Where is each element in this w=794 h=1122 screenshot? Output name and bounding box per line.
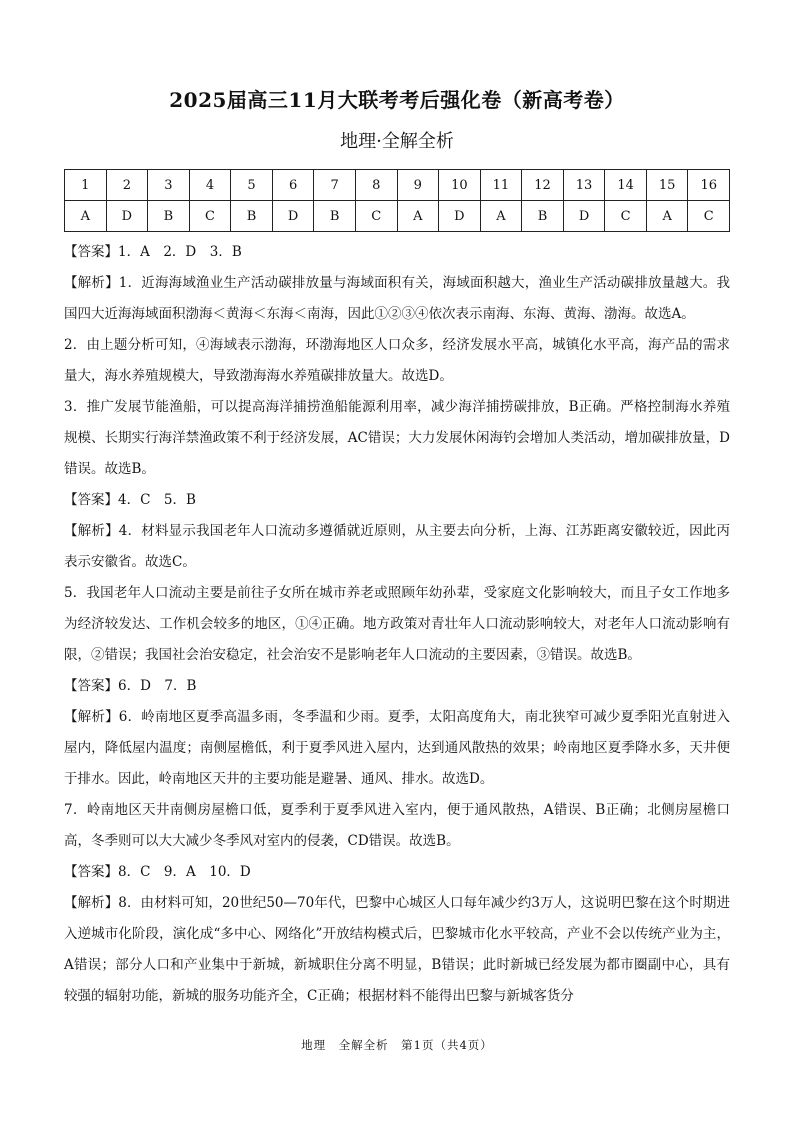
answer-cell: A <box>480 201 522 232</box>
explanation-paragraph: 【解析】1．近海海域渔业生产活动碳排放量与海域面积有关，海域面积越大，渔业生产活动碳排放量越大。我国四大近海海域面积渤海＜黄海＜东海＜南海，因此①②③④依次表示南海、东海、黄海、渤海。故选A。 <box>64 275 730 322</box>
question-number-cell: 14 <box>605 170 647 201</box>
question-number-cell: 4 <box>189 170 231 201</box>
answer-cell: A <box>65 201 107 232</box>
question-number-cell: 7 <box>314 170 356 201</box>
answer-cell: D <box>439 201 481 232</box>
question-number-cell: 16 <box>688 170 730 201</box>
answer-key-line: 【答案】8．C 9．A 10．D <box>64 864 251 880</box>
explanation-paragraph: 5．我国老年人口流动主要是前往子女所在城市养老或照顾年幼孙辈，受家庭文化影响较大，而且子女工作地多为经济较发达、工作机会较多的地区，①④正确。地方政策对青壮年人口流动影响较大，对老年人口流动影响有限，②错误；我国社会治安稳定，社会治安不是影响老年人口流动的主要因素，③错误。故选B。 <box>64 585 730 663</box>
explanation-paragraph: 【解析】8．由材料可知，20世纪50—70年代，巴黎中心城区人口每年减少约3万人，这说明巴黎在这个时期进入逆城市化阶段，演化成“多中心、网络化”开放结构模式后，巴黎城市化水平较高，产业不会以传统产业为主，A错误；部分人口和产业集中于新城，新城职住分离不明显，B错误；此时新城已经发展为都市圈副中心，具有较强的辐射功能，新城的服务功能齐全，C正确；根据材料不能得出巴黎与新城客货分 <box>64 895 730 1004</box>
question-number-cell: 13 <box>563 170 605 201</box>
question-number-cell: 8 <box>355 170 397 201</box>
answer-cell: B <box>314 201 356 232</box>
answer-cell: D <box>272 201 314 232</box>
question-number-cell: 3 <box>148 170 190 201</box>
explanation-paragraph: 【解析】4．材料显示我国老年人口流动多遵循就近原则，从主要去向分析，上海、江苏距离安徽较近，因此丙表示安徽省。故选C。 <box>64 523 730 570</box>
answer-cell: B <box>231 201 273 232</box>
page-footer: 地理 全解全析 第1页（共4页） <box>301 1038 493 1052</box>
document-title: 2025届高三11月大联考考后强化卷（新高考卷） <box>169 88 625 112</box>
answer-cell: D <box>563 201 605 232</box>
explanation-paragraph: 3．推广发展节能渔船，可以提高海洋捕捞渔船能源利用率，减少海洋捕捞碳排放，B正确。严格控制海水养殖规模、长期实行海洋禁渔政策不利于经济发展，AC错误；大力发展休闲海钓会增加人类活动，增加碳排放量，D错误。故选B。 <box>64 399 730 477</box>
answer-cell: A <box>646 201 688 232</box>
answer-cell: C <box>688 201 730 232</box>
question-number-cell: 9 <box>397 170 439 201</box>
question-number-cell: 11 <box>480 170 522 201</box>
explanation-paragraph: 【解析】6．岭南地区夏季高温多雨，冬季温和少雨。夏季，太阳高度角大，南北狭窄可减少夏季阳光直射进入屋内，降低屋内温度；南侧屋檐低，利于夏季风进入屋内，达到通风散热的效果；岭南地区夏季降水多，天井便于排水。因此，岭南地区天井的主要功能是避暑、通风、排水。故选D。 <box>64 709 730 787</box>
answer-table-number-row <box>65 170 730 201</box>
question-number-cell: 5 <box>231 170 273 201</box>
document-subtitle: 地理·全解全析 <box>340 131 454 152</box>
answer-cell: A <box>397 201 439 232</box>
question-number-cell: 12 <box>522 170 564 201</box>
answer-cell: D <box>106 201 148 232</box>
answer-key-line: 【答案】4．C 5．B <box>64 492 196 508</box>
answer-cell: B <box>148 201 190 232</box>
question-number-cell: 1 <box>65 170 107 201</box>
answer-cell: C <box>605 201 647 232</box>
explanation-paragraph: 2．由上题分析可知，④海域表示渤海，环渤海地区人口众多，经济发展水平高，城镇化水平高，海产品的需求量大，海水养殖规模大，导致渤海海水养殖碳排放量大。故选D。 <box>64 337 730 384</box>
question-number-cell: 2 <box>106 170 148 201</box>
answer-table-answer-row <box>65 201 730 232</box>
question-number-cell: 6 <box>272 170 314 201</box>
answer-key-line: 【答案】6．D 7．B <box>64 678 197 694</box>
answer-key-line: 【答案】1．A 2．D 3．B <box>64 244 242 260</box>
question-number-cell: 10 <box>439 170 481 201</box>
answer-cell: B <box>522 201 564 232</box>
answer-table <box>64 169 730 232</box>
explanation-body <box>64 237 730 1012</box>
question-number-cell: 15 <box>646 170 688 201</box>
answer-cell: C <box>189 201 231 232</box>
explanation-paragraph: 7．岭南地区天井南侧房屋檐口低，夏季利于夏季风进入室内，便于通风散热，A错误、B正确；北侧房屋檐口高，冬季则可以大大减少冬季风对室内的侵袭，CD错误。故选B。 <box>64 802 730 849</box>
answer-cell: C <box>355 201 397 232</box>
